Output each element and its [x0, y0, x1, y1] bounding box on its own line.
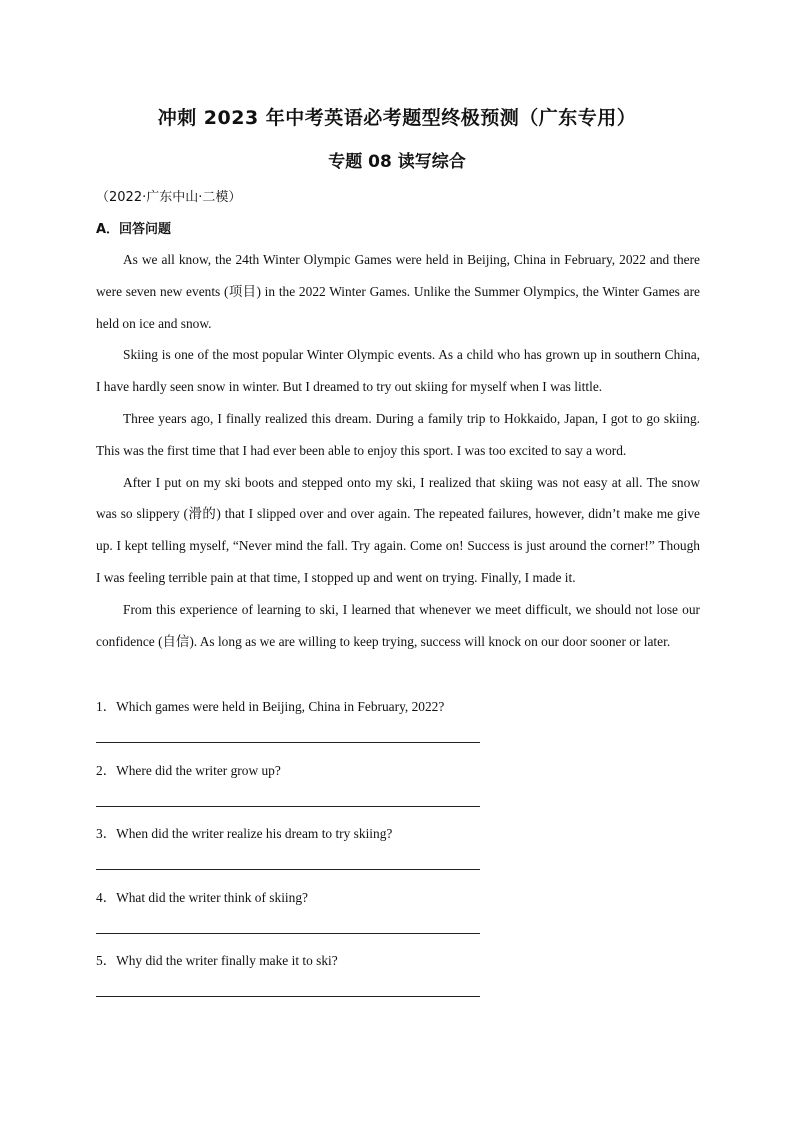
question-2: 2．Where did the writer grow up? — [96, 763, 281, 778]
answer-line-4[interactable] — [96, 933, 480, 934]
passage-paragraph: Skiing is one of the most popular Winter Olympic events. As a child who has grown up in southern China, I have hardly seen snow in winter. But I dreamed to try out skiing for myself when I was little. — [96, 347, 700, 395]
question-4: 4．What did the writer think of skiing? — [96, 890, 308, 905]
answer-line-2[interactable] — [96, 806, 480, 807]
question-5: 5．Why did the writer finally make it to ski? — [96, 953, 338, 968]
document-subtitle: 专题 08 读写综合 — [328, 152, 466, 172]
section-heading: A．回答问题 — [96, 222, 172, 237]
question-3: 3．When did the writer realize his dream to try skiing? — [96, 826, 393, 841]
passage-paragraph: From this experience of learning to ski, I learned that whenever we meet difficult, we should not lose our confidence (自信). As long as we are willing to keep trying, success will knock on our door sooner or later. — [96, 601, 700, 649]
document-title: 冲刺 2023 年中考英语必考题型终极预测（广东专用） — [157, 107, 637, 129]
source-note: （2022·广东中山·二模） — [96, 190, 242, 205]
passage-paragraph: As we all know, the 24th Winter Olympic Games were held in Beijing, China in February, 2022 and there were seven new events (项目) in the 2022 Winter Games. Unlike the Summer Olympics, the Winter Games are held on ice and snow. — [96, 252, 700, 331]
question-1: 1．Which games were held in Beijing, China in February, 2022? — [96, 699, 445, 714]
passage-paragraph: Three years ago, I finally realized this dream. During a family trip to Hokkaido, Japan, I got to go skiing. This was the first time that I had ever been able to enjoy this sport. I was too excited to say a word. — [96, 410, 700, 458]
reading-passage — [96, 244, 700, 657]
answer-line-1[interactable] — [96, 742, 480, 743]
answer-line-3[interactable] — [96, 869, 480, 870]
passage-paragraph: After I put on my ski boots and stepped onto my ski, I realized that skiing was not easy at all. The snow was so slippery (滑的) that I slipped over and over again. The repeated failures, however, didn’t make me give up. I kept telling myself, “Never mind the fall. Try again. Come on! Success is just around the corner!” Though I was feeling terrible pain at that time, I stopped up and went on trying. Finally, I made it. — [96, 474, 700, 585]
answer-line-5[interactable] — [96, 996, 480, 997]
